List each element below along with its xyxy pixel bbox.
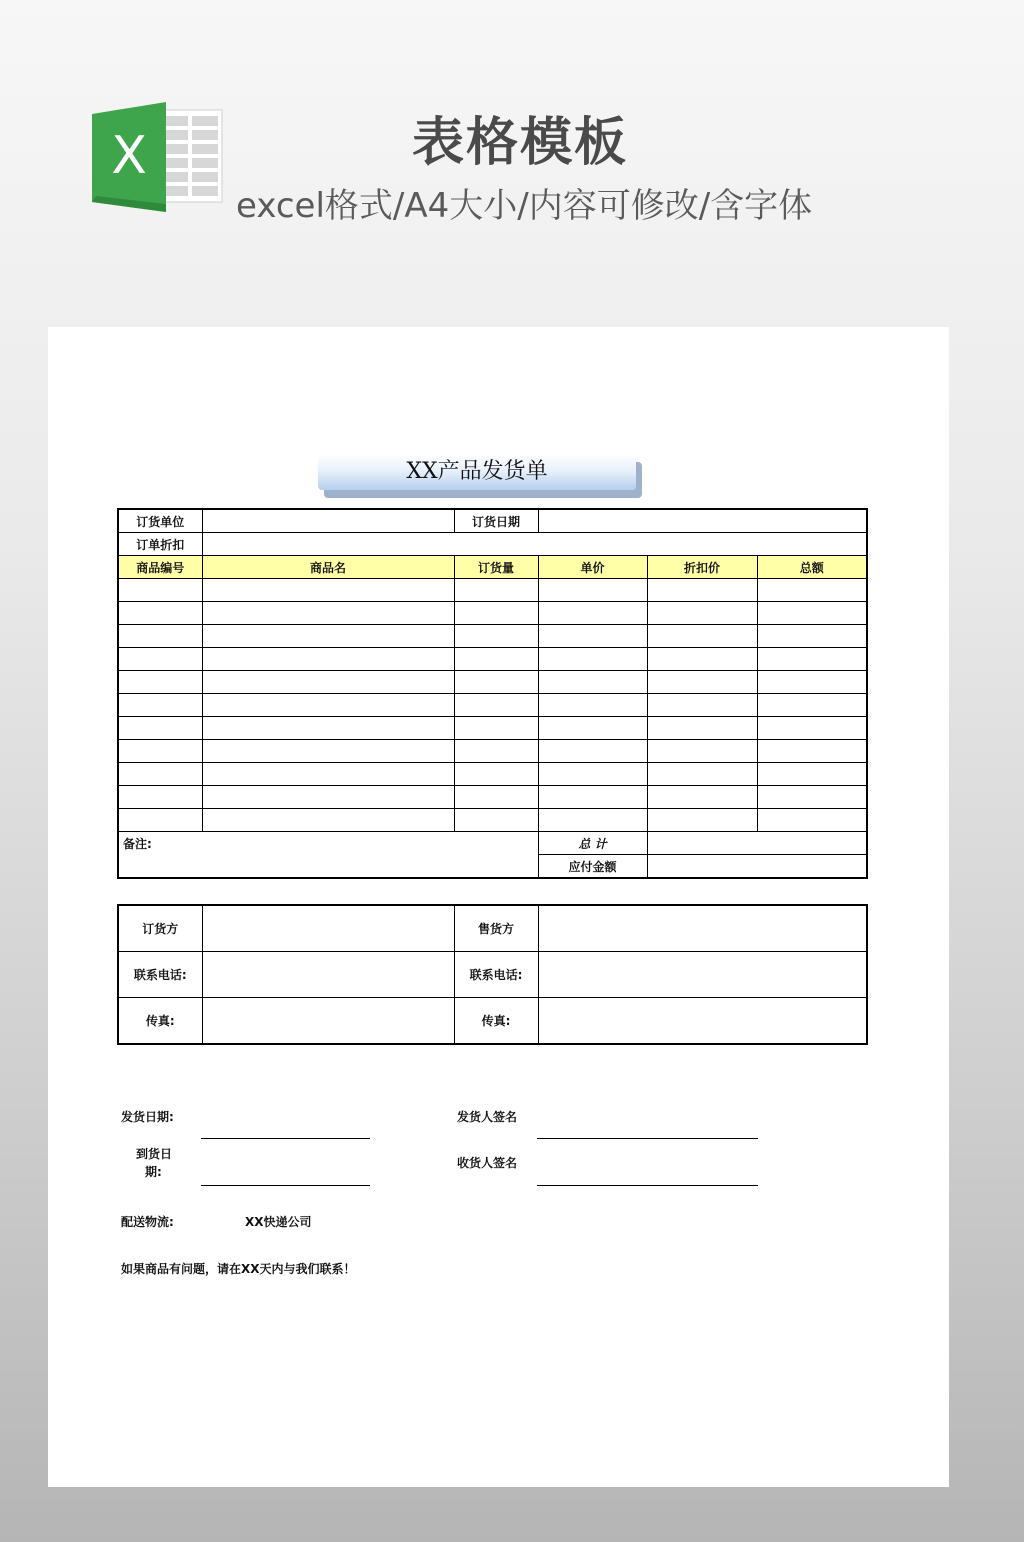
table-row	[118, 579, 867, 602]
ship-date-label: 发货日期:	[121, 1110, 174, 1124]
col-header-discount-price: 折扣价	[647, 556, 757, 579]
seller-cell[interactable]	[538, 905, 867, 952]
page-title: 表格模板	[411, 113, 628, 173]
ship-date-line[interactable]	[201, 1138, 370, 1139]
order-date-label: 订货日期	[454, 509, 538, 533]
table-row	[118, 625, 867, 648]
table-row	[118, 648, 867, 671]
table-row	[118, 602, 867, 625]
buyer-fax-label: 传真:	[118, 998, 202, 1045]
order-unit-label: 订货单位	[118, 509, 202, 533]
party-table	[117, 904, 868, 1045]
table-row	[118, 740, 867, 763]
buyer-phone-label: 联系电话:	[118, 952, 202, 998]
arrival-date-line[interactable]	[201, 1185, 370, 1186]
seller-phone-cell[interactable]	[538, 952, 867, 998]
total-label: 总 计	[538, 832, 647, 855]
col-header-unit-price: 单价	[538, 556, 647, 579]
receiver-sign-label: 收货人签名	[457, 1156, 518, 1170]
table-row	[118, 763, 867, 786]
table-row	[118, 671, 867, 694]
logo-letter: X	[111, 126, 147, 186]
seller-label: 售货方	[454, 905, 538, 952]
contact-note: 如果商品有问题，请在XX天内与我们联系！	[121, 1262, 356, 1276]
col-header-total: 总额	[757, 556, 867, 579]
receiver-sign-line[interactable]	[537, 1185, 758, 1186]
col-header-quantity: 订货量	[454, 556, 538, 579]
order-table	[117, 508, 868, 879]
shipper-sign-label: 发货人签名	[457, 1110, 518, 1124]
table-row	[118, 717, 867, 740]
arrival-date-label-line2: 期:	[145, 1165, 162, 1179]
logistics-label: 配送物流:	[121, 1215, 174, 1229]
document-page	[48, 327, 949, 1487]
table-row	[118, 809, 867, 832]
page-subtitle: excel格式/A4大小/内容可修改/含字体	[236, 186, 813, 226]
total-value-cell[interactable]	[647, 832, 867, 855]
excel-logo-icon	[90, 100, 225, 215]
payable-label: 应付金额	[538, 855, 647, 879]
table-row	[118, 694, 867, 717]
remarks-label: 备注:	[123, 837, 152, 851]
payable-value-cell[interactable]	[647, 855, 867, 879]
seller-fax-cell[interactable]	[538, 998, 867, 1045]
col-header-product-name: 商品名	[202, 556, 454, 579]
order-date-cell[interactable]	[538, 509, 867, 533]
table-row	[118, 786, 867, 809]
buyer-phone-cell[interactable]	[202, 952, 454, 998]
buyer-fax-cell[interactable]	[202, 998, 454, 1045]
order-discount-label: 订单折扣	[118, 533, 202, 556]
form-title: XX产品发货单	[318, 454, 636, 490]
order-unit-cell[interactable]	[202, 509, 454, 533]
buyer-label: 订货方	[118, 905, 202, 952]
col-header-product-code: 商品编号	[118, 556, 202, 579]
arrival-date-label-line1: 到货日	[136, 1147, 173, 1161]
seller-fax-label: 传真:	[454, 998, 538, 1045]
order-discount-cell[interactable]	[202, 533, 867, 556]
shipper-sign-line[interactable]	[537, 1138, 758, 1139]
logistics-value: XX快递公司	[245, 1215, 312, 1229]
buyer-cell[interactable]	[202, 905, 454, 952]
remarks-cell[interactable]	[118, 832, 538, 879]
seller-phone-label: 联系电话:	[454, 952, 538, 998]
